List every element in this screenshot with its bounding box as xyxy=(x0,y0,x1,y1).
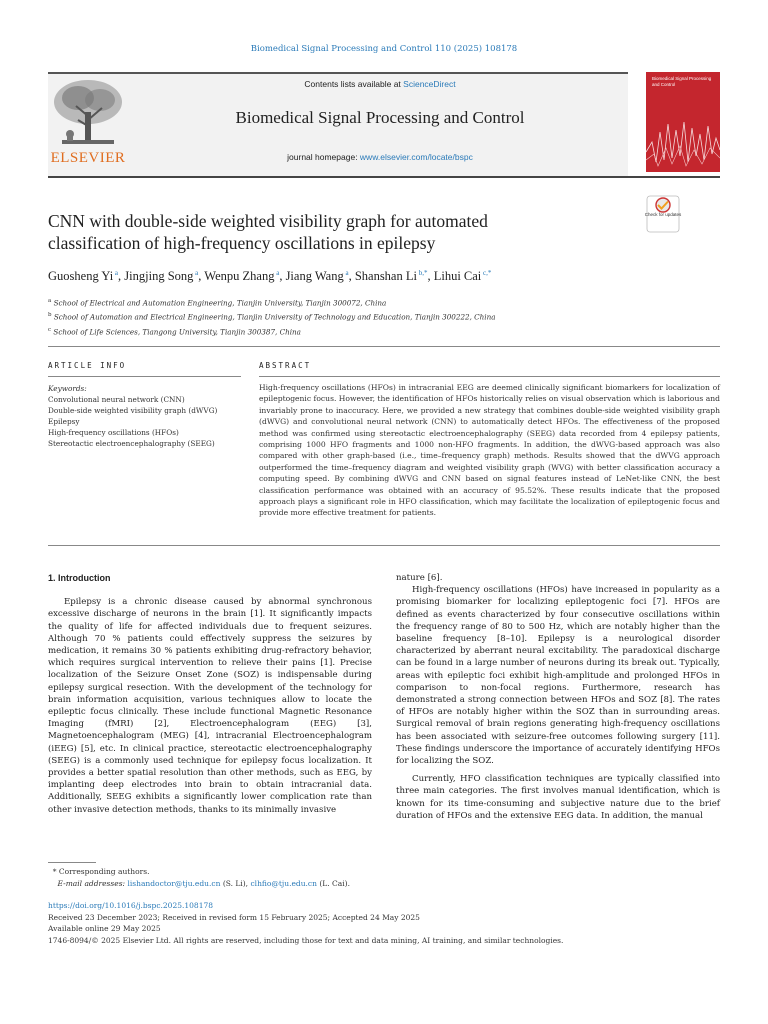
journal-name: Biomedical Signal Processing and Control xyxy=(235,108,525,127)
keyword-item: Double-side weighted visibility graph (dWVG) xyxy=(48,406,218,415)
author-affiliation-mark[interactable]: c,* xyxy=(483,269,492,277)
homepage-prefix: journal homepage: xyxy=(287,152,360,162)
received-dates: Received 23 December 2023; Received in revised form 15 February 2025; Accepted 24 May 2025 xyxy=(48,912,420,922)
section-divider xyxy=(48,346,720,347)
article-info-divider xyxy=(48,376,241,377)
keywords-block xyxy=(48,383,248,449)
cover-waveform-icon xyxy=(646,112,720,172)
affiliation-list xyxy=(48,295,708,338)
publisher-logo-text: ELSEVIER xyxy=(50,150,126,166)
affiliation-item: $^a$ School of Electrical and Automation Engineering, Tianjin University, Tianjin 300072, China xyxy=(48,298,387,308)
homepage-line xyxy=(130,152,630,162)
introduction-heading: 1. Introduction xyxy=(48,573,111,583)
journal-reference[interactable]: Biomedical Signal Processing and Control 110 (2025) 108178 xyxy=(250,44,518,54)
author-affiliation-mark[interactable]: a xyxy=(195,269,199,277)
footnote-divider xyxy=(48,862,96,863)
keyword-item: Convolutional neural network (CNN) xyxy=(48,395,185,404)
affiliation-item: $^b$ School of Automation and Electrical Engineering, Tianjin University of Technology and Education, Tianjin 300222, China xyxy=(48,312,496,322)
keywords-label: Keywords: xyxy=(48,384,87,393)
doi-link[interactable]: https://doi.org/10.1016/j.bspc.2025.108178 xyxy=(48,901,214,910)
body-paragraph: Epilepsy is a chronic disease caused by abnormal synchronous excessive discharge of neurons in the brain [1]. It significantly impacts the quality of life for affected individuals due to frequent seizures. Although 70 % patients could effectively suppress the seizures by medication, it remains 30 % patients exhibiting drug-refractory behavior, which requires surgical intervention to relieve their pains [1]. Precise localization of the Seizure Onset Zone (SOZ) is indispensable during epilepsy surgical resection. With the development of the technology for brain information acquisition, various techniques allow to locate the epileptic focus clinically. These include functional Magnetic Resonance Imaging (fMRI) [2], Electroencephalogram (EEG) [3], Magnetoencephalogram (MEG) [4], intracranial Electroencephalogram (iEEG) [5], etc. In clinical practice, stereotactic electroencephalography (SEEG) is a commonly used technique for epilepsy focus localization. It provides a better spatial resolution than other methods, such as EEG, by implanting deep electrodes into brain to obtain intracranial data. Additionally, SEEG exhibits a significantly lower complication rate than other invasive detection methods, thanks to its minimally invasive xyxy=(48,597,372,815)
email-link-cai[interactable]: clhfio@tju.edu.cn xyxy=(250,879,317,888)
author-affiliation-mark[interactable]: a xyxy=(114,269,119,277)
article-title xyxy=(48,210,608,254)
body-paragraph: High-frequency oscillations (HFOs) have increased in popularity as a promising biomarker for localizing epileptogenic foci [7]. HFOs are defined as events characterized by four consecutive oscillations within the frequency range of 80 to 500 Hz, which are notably higher than the baseline frequency [8–10]. Epilepsy is a neurological disorder characterized by aberrant neural excitability. The paradoxical discharge can be found in a large number of neurons during its break out. Typically, areas with epileptic foci exhibit high-amplitude and prolonged HFOs in comparison to non-focal regions. Furthermore, research has demonstrated a strong connection between HFOs and SOZ [8]. The rates of HFOs are notably higher within the SOZ than in surrounding areas. Surgical removal of brain regions generating high-frequency oscillations has been associated with seizure-free outcomes following surgery [11]. These findings underscore the importance of accurately identifying HFOs for localizing the SOZ. xyxy=(396,585,720,767)
keyword-item: Stereotactic electroencephalography (SEEG) xyxy=(48,439,215,448)
email-link-li[interactable]: lishandoctor@tju.edu.cn xyxy=(127,879,221,888)
title-line-1: CNN with double-side weighted visibility graph for automated xyxy=(48,211,488,231)
cover-title: Biomedical Signal Processing and Control xyxy=(652,76,712,87)
journal-cover-thumbnail[interactable] xyxy=(646,72,720,172)
author-name[interactable]: Guosheng Yi xyxy=(48,269,114,284)
affiliation-item: $^c$ School of Life Sciences, Tiangong University, Tianjin 300387, China xyxy=(48,326,301,337)
contents-prefix: Contents lists available at xyxy=(304,79,404,89)
author-affiliation-mark[interactable]: b,* xyxy=(418,269,428,277)
corresponding-author-note: * Corresponding authors. xyxy=(48,867,150,876)
email-label: E-mail addresses: xyxy=(57,879,126,888)
author-name[interactable]: Wenpu Zhang xyxy=(204,269,275,284)
body-column-right xyxy=(396,572,720,822)
header-divider xyxy=(48,176,720,178)
email-note: E-mail addresses: lishandoctor@tju.edu.cn (S. Li), clhfio@tju.edu.cn (L. Cai). xyxy=(57,879,350,888)
body-paragraph: nature [6]. xyxy=(396,573,443,583)
author-name[interactable]: Shanshan Li xyxy=(354,269,417,284)
author-affiliation-mark[interactable]: a xyxy=(276,269,280,277)
author-name[interactable]: Jingjing Song xyxy=(124,269,194,284)
author-affiliation-mark[interactable]: a xyxy=(345,269,349,277)
keyword-item: High-frequency oscillations (HFOs) xyxy=(48,428,179,437)
author-name[interactable]: Jiang Wang xyxy=(285,269,344,284)
body-column-left xyxy=(48,572,372,816)
abstract-text: High-frequency oscillations (HFOs) in intracranial EEG are deemed clinically significant biomarkers for localization of epileptogenic focus. However, the identification of HFOs historically relies on visual observation which is laborious and invariably prone to inaccuracy. Here, we provided a new strategy that combines double-side weighted visibility graph (dWVG) and convolutional neural network (CNN) to automatically detect HFOs. The effectiveness of the proposed method was confirmed using stereotactic electroencephalography (SEEG) data recorded from 4 epilepsy patients, comprising 1000 HFO fragments and 1000 non-HFO fragments. In addition, the dWVG-based approach was also compared with other graph-based (i.e., time–frequency graph) methods. Results showed that the dWVG approach outperformed the time–frequency diagram and weighted visibility graph (WVG) with better classification accuracy a computing speed. By combining dWVG and CNN based on signal features instead of LeNet-like CNN, the best classification performance was obtained with an accuracy of 95.52%. These results indicate that the proposed approach plays a significant role in HFO classification, which may facilitate the localization of epileptogenic focus and provide more effective treatment for patients. xyxy=(259,383,720,518)
publication-info xyxy=(48,900,720,946)
available-online: Available online 29 May 2025 xyxy=(48,924,161,934)
abstract-divider xyxy=(259,376,720,377)
footnotes xyxy=(48,866,720,890)
article-info-heading: ARTICLE INFO xyxy=(48,361,127,370)
author-name[interactable]: Lihui Cai xyxy=(433,269,482,284)
sciencedirect-link[interactable]: ScienceDirect xyxy=(403,79,456,89)
body-divider xyxy=(48,545,720,546)
journal-homepage-link[interactable]: www.elsevier.com/locate/bspc xyxy=(359,152,473,162)
keyword-item: Epilepsy xyxy=(48,417,80,426)
body-paragraph: Currently, HFO classification techniques are typically classified into three main categories. The first involves manual identification, which is known for its time-consuming and subjective nature due to the brief duration of HFOs and the extensive EEG data. In addition, the manual xyxy=(396,774,720,821)
abstract-heading: ABSTRACT xyxy=(259,361,312,370)
contents-line xyxy=(130,79,630,89)
title-line-2: classification of high-frequency oscillations in epilepsy xyxy=(48,233,436,253)
author-list: Guosheng Yi $^a$, Jingjing Song $^a$, Wenpu Zhang $^a$, Jiang Wang $^a$, Shanshan Li $^{b,*}$, Lihui Cai $^{c,*}$ xyxy=(48,269,492,284)
check-for-updates-label: Check for updates xyxy=(644,212,682,217)
copyright-line: 1746-8094/© 2025 Elsevier Ltd. All rights are reserved, including those for text and data mining, AI training, and similar technologies. xyxy=(48,935,564,945)
